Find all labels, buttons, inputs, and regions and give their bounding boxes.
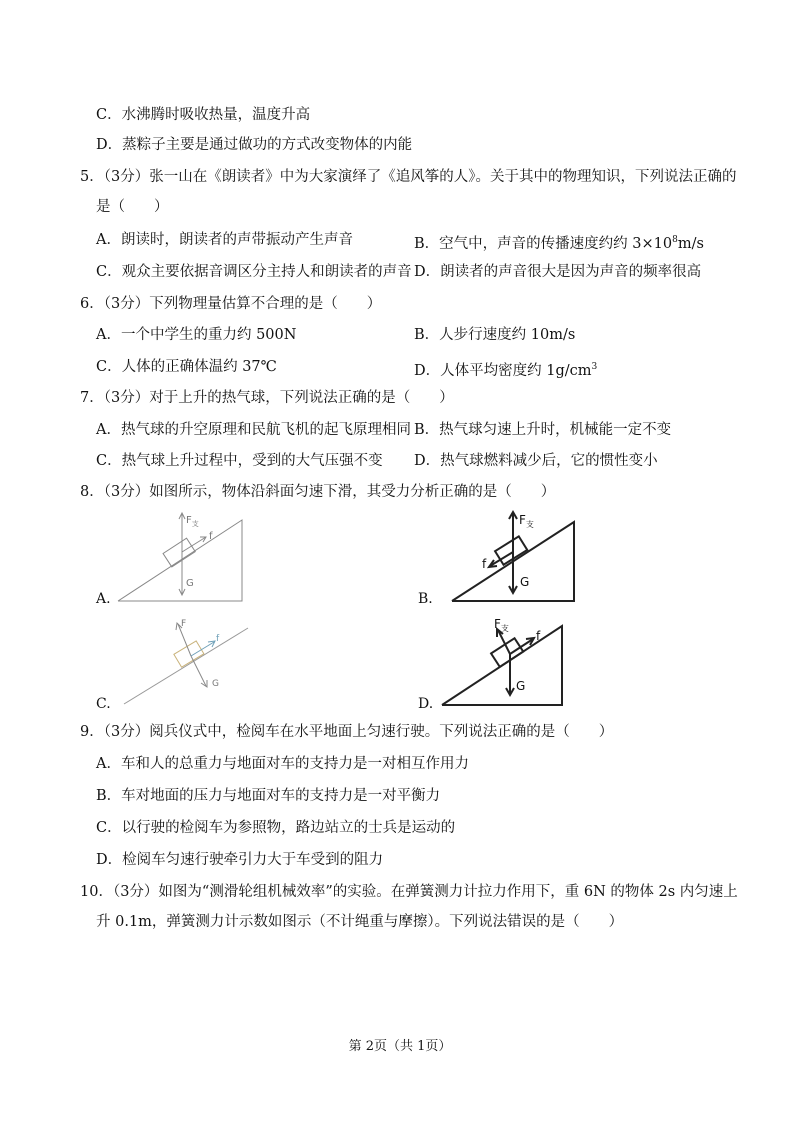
q4-option-d: D．蒸粽子主要是通过做功的方式改变物体的内能 xyxy=(96,137,413,153)
q5-option-c: C．观众主要依据音调区分主持人和朗读者的声音 xyxy=(96,264,412,280)
q9-option-a: A．车和人的总重力与地面对车的支持力是一对相互作用力 xyxy=(96,756,469,772)
incline xyxy=(118,520,242,601)
q5-option-b-exponent: 8 xyxy=(672,235,678,245)
q6-option-a: A．一个中学生的重力约 500N xyxy=(96,327,297,343)
q9-option-b: B．车对地面的压力与地面对车的支持力是一对平衡力 xyxy=(96,788,441,804)
q7-option-d: D．热气球燃料减少后，它的惯性变小 xyxy=(414,453,658,469)
support-force-label: $F_支$ xyxy=(519,513,534,529)
q7-option-b: B．热气球匀速上升时，机械能一定不变 xyxy=(414,422,672,438)
friction-label: f xyxy=(209,531,213,542)
block xyxy=(174,641,204,667)
block xyxy=(491,638,523,667)
q7-stem: 7．（3分）对于上升的热气球，下列说法正确的是（ ） xyxy=(80,390,454,406)
block xyxy=(163,538,195,567)
q4-option-c: C．水沸腾时吸收热量，温度升高 xyxy=(96,107,311,123)
q7-option-c: C．热气球上升过程中，受到的大气压强不变 xyxy=(96,453,383,469)
friction-label: f xyxy=(216,634,220,644)
friction-arrowhead xyxy=(200,537,206,542)
gravity-label: G xyxy=(516,679,526,693)
q6-option-c: C．人体的正确体温约 37℃ xyxy=(96,359,277,375)
gravity-label: G xyxy=(212,679,219,689)
q8-figure-d-label: D. xyxy=(418,696,434,712)
q8-figure-d xyxy=(436,610,576,710)
q9-stem: 9．（3分）阅兵仪式中，检阅车在水平地面上匀速行驶。下列说法正确的是（ ） xyxy=(80,724,614,740)
incline xyxy=(124,628,248,704)
q8-figure-c xyxy=(120,614,260,710)
support-force-label: $F_支$ xyxy=(186,515,199,528)
q6-option-d-exponent: 3 xyxy=(591,362,598,372)
q8-figure-c-label: C. xyxy=(96,696,111,712)
friction-arrow xyxy=(191,642,214,656)
q5-option-d: D．朗读者的声音很大是因为声音的频率很高 xyxy=(414,264,702,280)
q8-figure-a xyxy=(110,506,250,606)
q5-option-b-unit: m/s xyxy=(677,235,704,252)
q8-figure-a-label: A. xyxy=(96,591,111,607)
q6-option-b: B．人步行速度约 10m/s xyxy=(414,327,576,343)
q5-stem-line-1: 5．（3分）张一山在《朗读者》中为大家演绎了《追风筝的人》。关于其中的物理知识，下列说法正确的 xyxy=(80,169,737,185)
gravity-arrow xyxy=(191,656,206,686)
q10-stem-line-1: 10．（3分）如图为“测滑轮组机械效率”的实验。在弹簧测力计拉力作用下，重 6N 的物体 2s 内匀速上 xyxy=(80,884,738,900)
q9-option-d: D．检阅车匀速行驶牵引力大于车受到的阻力 xyxy=(96,852,384,868)
page-footer: 第 2页（共 1页） xyxy=(348,1039,452,1054)
q6-option-d-text: D．人体平均密度约 1g/cm xyxy=(414,362,592,379)
support-force-label: $F_支$ xyxy=(494,617,509,633)
q8-stem: 8．（3分）如图所示，物体沿斜面匀速下滑，其受力分析正确的是（ ） xyxy=(80,484,556,500)
q6-stem: 6．（3分）下列物理量估算不合理的是（ ） xyxy=(80,296,382,312)
friction-label: f xyxy=(482,557,487,571)
q7-option-a: A．热气球的升空原理和民航飞机的起飞原理相同 xyxy=(96,422,411,438)
q9-option-c: C．以行驶的检阅车为参照物，路边站立的士兵是运动的 xyxy=(96,820,456,836)
q6-option-d xyxy=(414,357,597,381)
q5-option-b xyxy=(414,230,704,254)
q5-option-a: A．朗读时，朗读者的声带振动产生声音 xyxy=(96,232,353,248)
q8-figure-b-label: B. xyxy=(418,591,433,607)
gravity-label: G xyxy=(186,578,194,589)
q10-stem-line-2: 升 0.1m，弹簧测力计示数如图示（不计绳重与摩擦）。下列说法错误的是（ ） xyxy=(96,914,624,930)
q5-option-b-text: B．空气中，声音的传播速度约约 3×10 xyxy=(414,235,673,252)
q5-stem-line-2: 是（ ） xyxy=(96,199,169,215)
support-force-label: F xyxy=(181,619,187,629)
gravity-label: G xyxy=(520,575,530,589)
q8-figure-b xyxy=(446,506,586,606)
friction-label: f xyxy=(536,629,541,643)
